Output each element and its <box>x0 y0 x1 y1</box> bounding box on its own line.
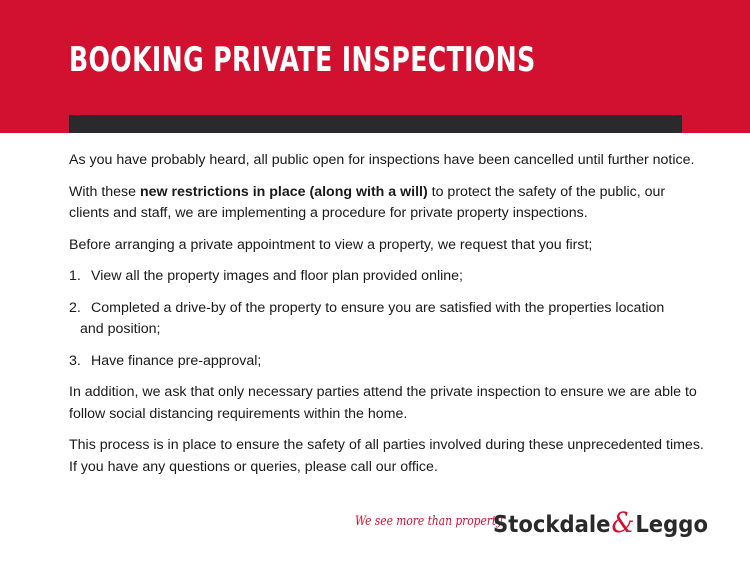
list-item <box>69 298 709 341</box>
list-item <box>69 351 709 373</box>
header-banner <box>0 0 750 133</box>
notice-body <box>69 150 709 488</box>
list-text: View all the property images and floor plan provided online; <box>91 268 463 284</box>
restrictions-text-end: to protect the safety of the public, our clients and staff, we are implementing a procedure for private property inspections. <box>69 183 666 221</box>
list-number: 1. <box>69 268 81 284</box>
list-text-continued: and position; <box>80 321 161 337</box>
restrictions-bold-text: new restrictions in place (along with a will) <box>139 183 428 200</box>
paragraph-restrictions <box>69 182 709 225</box>
list-item <box>69 266 709 288</box>
page-title: BOOKING PRIVATE INSPECTIONS <box>69 40 536 80</box>
paragraph-closing: This process is in place to ensure the safety of all parties involved during these unprecedented times. If you have any questions or queries, please call our office. <box>69 437 704 475</box>
logo-ampersand: & <box>611 506 635 539</box>
divider-bar <box>69 115 682 133</box>
footer-branding <box>355 506 708 540</box>
restrictions-text-start: With these <box>69 183 140 200</box>
brand-tagline: We see more than property <box>355 514 503 529</box>
paragraph-request: Before arranging a private appointment to view a property, we request that you first; <box>69 236 593 253</box>
paragraph-intro: As you have probably heard, all public open for inspections have been cancelled until further notice. <box>69 152 695 168</box>
list-number: 3. <box>69 352 81 369</box>
company-logo <box>493 506 708 539</box>
logo-text-right: Leggo <box>635 512 708 538</box>
list-text: Have finance pre-approval; <box>91 352 262 369</box>
logo-text-left: Stockdale <box>493 512 611 538</box>
list-text: Completed a drive-by of the property to ensure you are satisfied with the properties location <box>91 299 665 316</box>
list-number: 2. <box>69 299 81 316</box>
paragraph-distancing: In addition, we ask that only necessary parties attend the private inspection to ensure we are able to follow social distancing requirements within the home. <box>69 384 697 422</box>
